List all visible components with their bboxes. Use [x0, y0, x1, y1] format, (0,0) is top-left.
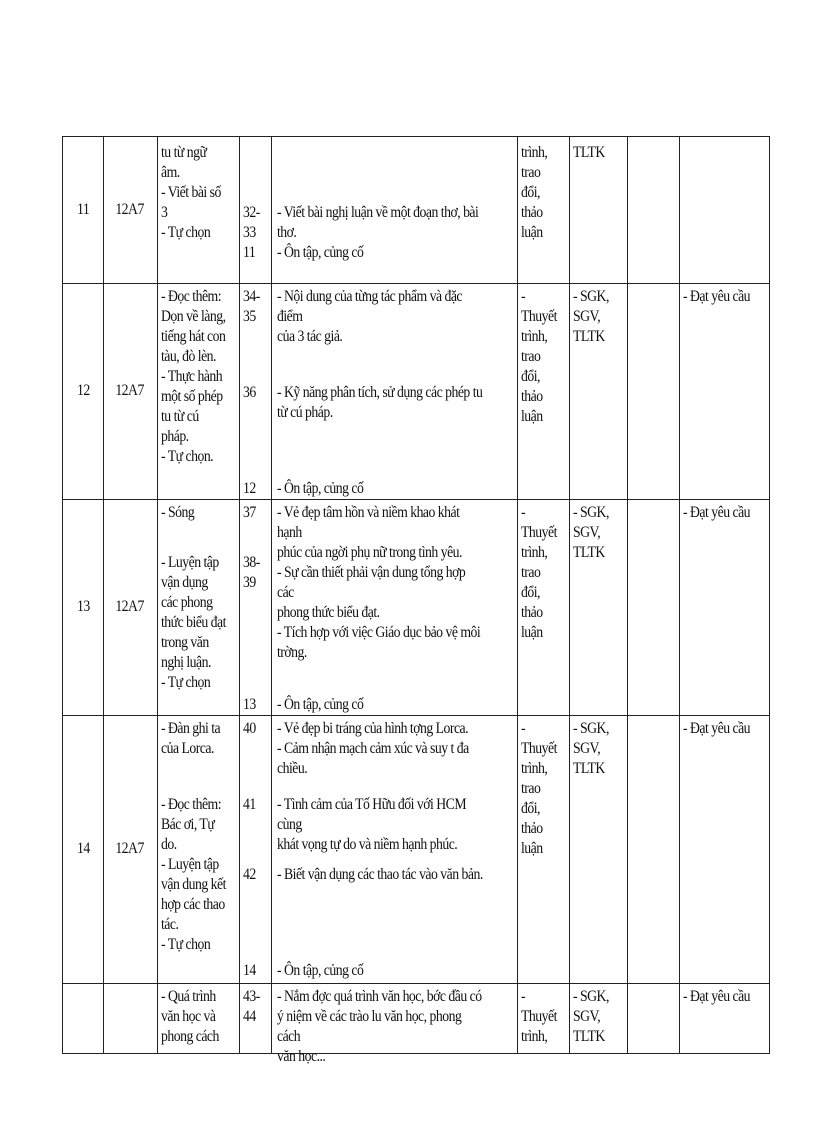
materials-cell — [569, 983, 627, 1053]
result-text: - Đạt yêu cầu — [683, 720, 751, 737]
class-name: 12A7 — [115, 598, 145, 615]
lesson-title: - Đọc thêm: Dọn về làng, tiếng hát con tàu, đò lèn. - Thực hành một số phép tu từ cú pháp. - Tự chọn. — [161, 288, 226, 465]
materials-cell — [569, 715, 627, 983]
notes-cell — [627, 983, 679, 1053]
class-cell — [103, 283, 157, 499]
lesson-title: - Đọc thêm: Bác ơi, Tự do. - Luyện tập vận dung kết hợp các thao tác. - Tự chọn — [161, 796, 226, 953]
notes-cell — [627, 283, 679, 499]
method-cell — [517, 283, 569, 499]
notes-cell — [627, 499, 679, 715]
materials-cell — [569, 499, 627, 715]
result-cell — [679, 715, 771, 983]
content-text: - Ôn tập, củng cố — [277, 962, 364, 979]
period-number: 38- 39 — [243, 554, 260, 591]
content-text: - Vẻ đẹp bi tráng của hình tợng Lorca. - Cảm nhận mạch cảm xúc và suy t đa chiều. — [277, 720, 469, 777]
class-cell — [103, 137, 157, 283]
content-text: - Viết bài nghị luận về một đoạn thơ, bài thơ. - Ôn tập, củng cố — [277, 204, 479, 261]
materials-cell — [569, 137, 627, 283]
row-number-cell — [63, 983, 103, 1053]
method-cell — [517, 137, 569, 283]
period-number: 41 — [243, 796, 256, 813]
table-row — [63, 137, 769, 283]
class-cell — [103, 715, 157, 983]
materials-text: TLTK — [573, 144, 605, 161]
row-number-cell — [63, 715, 103, 983]
method-cell — [517, 983, 569, 1053]
period-cell — [239, 983, 271, 1053]
lesson-cell — [157, 499, 239, 715]
result-cell — [679, 283, 771, 499]
period-number: 40 — [243, 720, 256, 737]
content-text: - Ôn tập, củng cố — [277, 480, 364, 497]
period-number: 32- 33 11 — [243, 204, 260, 261]
result-cell — [679, 499, 771, 715]
period-cell — [239, 283, 271, 499]
method-cell — [517, 715, 569, 983]
materials-text: - SGK, SGV, TLTK — [573, 988, 609, 1045]
result-cell — [679, 137, 771, 283]
lesson-title: - Luyện tập vận dụng các phong thức biểu đạt trong văn nghị luận. - Tự chọn — [161, 554, 226, 691]
period-cell — [239, 499, 271, 715]
period-cell — [239, 715, 271, 983]
notes-cell — [627, 715, 679, 983]
result-text: - Đạt yêu cầu — [683, 288, 751, 305]
table-row — [63, 499, 769, 715]
class-name: 12A7 — [115, 201, 145, 218]
row-number-cell — [63, 137, 103, 283]
content-text: - Nội dung của từng tác phẩm và đặc điểm của 3 tác giả. — [277, 288, 463, 345]
content-cell — [271, 715, 517, 983]
period-number: 43- 44 — [243, 988, 260, 1025]
method-text: - Thuyết trình, trao đổi, thảo luận — [521, 504, 557, 641]
period-number: 34- 35 — [243, 288, 260, 325]
period-number: 12 — [243, 480, 256, 497]
period-number: 36 — [243, 384, 256, 401]
content-cell — [271, 283, 517, 499]
result-text: - Đạt yêu cầu — [683, 988, 751, 1005]
result-cell — [679, 983, 771, 1053]
class-name: 12A7 — [115, 840, 145, 857]
lesson-cell — [157, 137, 239, 283]
materials-text: - SGK, SGV, TLTK — [573, 288, 609, 345]
lesson-title: tu từ ngữ âm. - Viết bài số 3 - Tự chọn — [161, 144, 221, 241]
period-cell — [239, 137, 271, 283]
method-text: - Thuyết trình, trao đổi, thảo luận — [521, 720, 557, 857]
method-text: - Thuyết trình, — [521, 988, 557, 1045]
result-text: - Đạt yêu cầu — [683, 504, 751, 521]
content-text: - Kỹ năng phân tích, sử dụng các phép tu từ cú pháp. — [277, 384, 483, 421]
row-number: 11 — [76, 201, 90, 218]
lesson-cell — [157, 715, 239, 983]
table-row — [63, 983, 769, 1065]
period-number: 14 — [243, 962, 256, 979]
class-name: 12A7 — [115, 382, 145, 399]
content-cell — [271, 499, 517, 715]
row-number-cell — [63, 499, 103, 715]
row-number: 12 — [76, 382, 90, 399]
lesson-title: - Đàn ghi ta của Lorca. — [161, 720, 221, 757]
row-number: 13 — [76, 598, 90, 615]
content-text: - Vẻ đẹp tâm hồn và niềm khao khát hạnh phúc của ngời phụ nữ trong tình yêu. - Sự cần thiết phải vận dung tổng hợp các phong thức biểu đạt. - Tích hợp với việc Giáo dục bảo vệ môi trờng. — [277, 504, 481, 661]
notes-cell — [627, 137, 679, 283]
content-text: - Ôn tập, củng cố — [277, 696, 364, 713]
lesson-cell — [157, 283, 239, 499]
class-cell — [103, 983, 157, 1053]
method-cell — [517, 499, 569, 715]
method-text: trình, trao đổi, thảo luận — [521, 144, 548, 241]
period-number: 42 — [243, 866, 256, 883]
materials-text: - SGK, SGV, TLTK — [573, 504, 609, 561]
period-number: 13 — [243, 696, 256, 713]
content-text: - Tình cảm của Tố Hữu đối với HCM cùng khát vọng tự do và niềm hạnh phúc. — [277, 796, 467, 853]
materials-text: - SGK, SGV, TLTK — [573, 720, 609, 777]
content-text: - Nắm đợc quá trình văn học, bớc đầu có ý niệm về các trào lu văn học, phong cách văn học... — [277, 988, 482, 1065]
content-cell — [271, 983, 517, 1065]
lesson-plan-table — [62, 136, 770, 1065]
lesson-cell — [157, 983, 239, 1053]
table-row — [63, 283, 769, 499]
content-text: - Biết vận dụng các thao tác vào văn bản. — [277, 866, 483, 883]
materials-cell — [569, 283, 627, 499]
method-text: - Thuyết trình, trao đổi, thảo luận — [521, 288, 557, 425]
lesson-title: - Sóng — [161, 504, 195, 521]
period-number: 37 — [243, 504, 256, 521]
row-number: 14 — [76, 840, 90, 857]
lesson-title: - Quá trình văn học và phong cách — [161, 988, 219, 1045]
row-number-cell — [63, 283, 103, 499]
table-row — [63, 715, 769, 983]
class-cell — [103, 499, 157, 715]
content-cell — [271, 137, 517, 283]
